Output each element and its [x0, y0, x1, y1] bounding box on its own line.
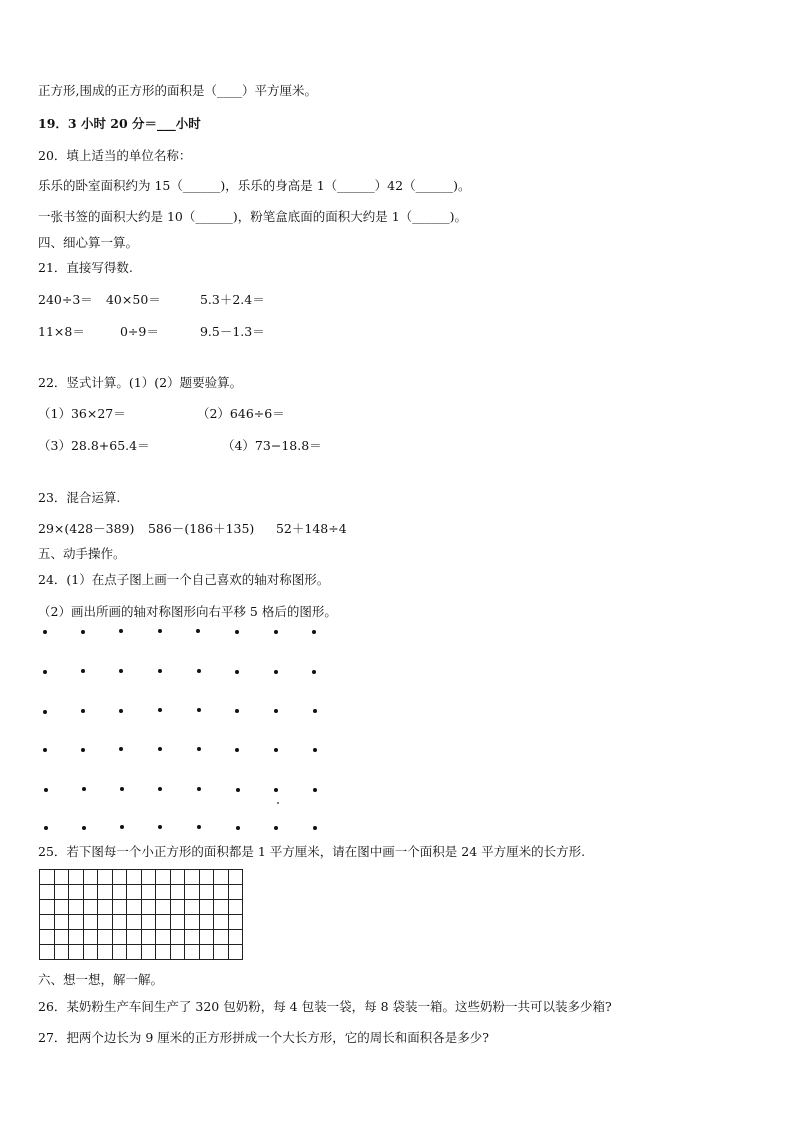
q21-item: 40×50＝: [105, 292, 161, 307]
q21-item: 11×8＝: [38, 324, 85, 339]
grid-cell: [156, 885, 171, 900]
grid-dot: [43, 710, 47, 714]
grid-dot: [82, 826, 86, 830]
q18-tail: 正方形,围成的正方形的面积是（____）平方厘米。: [38, 83, 317, 98]
grid-cell: [54, 870, 69, 885]
q23-item: 52＋148÷4: [275, 521, 347, 536]
section-6-heading: 六、想一想，解一解。: [38, 972, 164, 987]
grid-cell: [141, 870, 156, 885]
grid-cell: [170, 915, 185, 930]
grid-dot: [81, 748, 85, 752]
stray-mark: [277, 802, 279, 804]
grid-cell: [170, 930, 185, 945]
q21-item: 9.5－1.3＝: [199, 324, 265, 339]
grid-dot: [197, 669, 201, 673]
grid-dot: [81, 630, 85, 634]
grid-dot: [43, 748, 47, 752]
grid-cell: [228, 885, 243, 900]
grid-dot: [197, 747, 201, 751]
grid-dot: [158, 747, 162, 751]
grid-cell: [98, 930, 113, 945]
grid-cell: [69, 885, 84, 900]
grid-cell: [83, 885, 98, 900]
grid-dot: [120, 787, 124, 791]
grid-cell: [127, 900, 142, 915]
q21-item: 240÷3＝: [38, 292, 93, 307]
q21-title: 21．直接写得数.: [38, 260, 133, 275]
q21-item: 5.3＋2.4＝: [199, 292, 265, 307]
q22-item: （3）28.8+65.4＝: [38, 438, 150, 453]
grid-dot: [44, 826, 48, 830]
grid-cell: [199, 885, 214, 900]
q23-row: [38, 521, 347, 537]
grid-cell: [40, 900, 55, 915]
q27: 27．把两个边长为 9 厘米的正方形拼成一个大长方形，它的周长和面积各是多少?: [38, 1030, 490, 1045]
grid-dot: [197, 787, 201, 791]
grid-cell: [228, 930, 243, 945]
grid-dot: [274, 748, 278, 752]
grid-dot: [274, 630, 278, 634]
grid-dot: [312, 670, 316, 674]
grid-cell: [156, 930, 171, 945]
grid-cell: [228, 900, 243, 915]
grid-cell: [54, 885, 69, 900]
grid-cell: [141, 885, 156, 900]
grid-row: [40, 900, 243, 915]
grid-dot: [235, 630, 239, 634]
grid-dot: [158, 708, 162, 712]
grid-cell: [127, 945, 142, 960]
grid-cell: [214, 885, 229, 900]
grid-cell: [228, 870, 243, 885]
grid-cell: [83, 915, 98, 930]
grid-dot: [120, 825, 124, 829]
grid-cell: [127, 915, 142, 930]
grid-dot: [274, 788, 278, 792]
grid-cell: [185, 945, 200, 960]
grid-dot: [313, 788, 317, 792]
q21-item: 0÷9＝: [119, 324, 159, 339]
grid-cell: [98, 915, 113, 930]
grid-dot: [313, 826, 317, 830]
q22-title: 22．竖式计算。(1）(2）题要验算。: [38, 375, 243, 390]
grid-row: [40, 945, 243, 960]
grid-cell: [199, 945, 214, 960]
grid-dot: [196, 629, 200, 633]
grid-dot: [158, 669, 162, 673]
grid-dot: [236, 826, 240, 830]
q23-item: 586－(186＋135): [147, 521, 255, 536]
grid-cell: [40, 870, 55, 885]
grid-cell: [127, 930, 142, 945]
grid-cell: [98, 945, 113, 960]
square-grid[interactable]: [39, 869, 243, 960]
grid-cell: [214, 945, 229, 960]
grid-dot: [235, 670, 239, 674]
grid-cell: [156, 945, 171, 960]
grid-cell: [40, 915, 55, 930]
grid-dot: [274, 670, 278, 674]
grid-dot: [82, 787, 86, 791]
grid-cell: [170, 870, 185, 885]
grid-dot: [81, 709, 85, 713]
grid-cell: [170, 900, 185, 915]
grid-row: [40, 915, 243, 930]
grid-dot: [313, 748, 317, 752]
grid-cell: [228, 915, 243, 930]
grid-dot: [44, 788, 48, 792]
grid-cell: [199, 915, 214, 930]
grid-dot: [197, 708, 201, 712]
grid-cell: [127, 885, 142, 900]
q19: 19．3 小时 20 分＝___小时: [38, 116, 201, 131]
q26: 26．某奶粉生产车间生产了 320 包奶粉，每 4 包装一袋，每 8 袋装一箱。这些奶粉一共可以装多少箱?: [38, 999, 612, 1014]
grid-cell: [185, 870, 200, 885]
grid-cell: [141, 900, 156, 915]
q20-title: 20．填上适当的单位名称：: [38, 148, 192, 163]
grid-cell: [141, 930, 156, 945]
grid-dot: [119, 629, 123, 633]
q20-line1: 乐乐的卧室面积约为 15（______)，乐乐的身高是 1（______）42（______)。: [38, 178, 471, 193]
grid-dot: [313, 709, 317, 713]
grid-cell: [98, 900, 113, 915]
grid-row: [40, 870, 243, 885]
q22-row1: [38, 406, 285, 422]
section-5-heading: 五、动手操作。: [38, 546, 126, 561]
grid-cell: [54, 900, 69, 915]
grid-cell: [170, 885, 185, 900]
grid-cell: [69, 945, 84, 960]
grid-cell: [54, 930, 69, 945]
grid-row: [40, 930, 243, 945]
grid-cell: [228, 945, 243, 960]
grid-dot: [236, 788, 240, 792]
grid-cell: [83, 900, 98, 915]
grid-cell: [199, 870, 214, 885]
grid-dot: [235, 709, 239, 713]
grid-cell: [69, 870, 84, 885]
q23-title: 23．混合运算.: [38, 490, 121, 505]
grid-cell: [141, 945, 156, 960]
grid-cell: [98, 870, 113, 885]
grid-cell: [199, 930, 214, 945]
grid-cell: [112, 900, 127, 915]
grid-cell: [112, 915, 127, 930]
grid-cell: [185, 885, 200, 900]
grid-dot: [119, 669, 123, 673]
q21-row1: [38, 292, 265, 308]
grid-dot: [81, 669, 85, 673]
grid-cell: [127, 870, 142, 885]
grid-dot: [43, 630, 47, 634]
grid-dot: [274, 709, 278, 713]
q21-row2: [38, 324, 265, 340]
grid-cell: [112, 945, 127, 960]
grid-dot: [158, 629, 162, 633]
q22-item: （2）646÷6＝: [196, 406, 285, 421]
grid-cell: [40, 930, 55, 945]
grid-row: [40, 885, 243, 900]
grid-cell: [199, 900, 214, 915]
grid-cell: [170, 945, 185, 960]
section-4-heading: 四、细心算一算。: [38, 235, 139, 250]
grid-dot: [119, 747, 123, 751]
grid-cell: [156, 870, 171, 885]
grid-cell: [214, 900, 229, 915]
grid-cell: [40, 945, 55, 960]
grid-dot: [235, 748, 239, 752]
grid-cell: [112, 870, 127, 885]
grid-cell: [69, 900, 84, 915]
q24-part2: （2）画出所画的轴对称图形向右平移 5 格后的图形。: [38, 604, 337, 619]
grid-cell: [214, 930, 229, 945]
grid-cell: [156, 915, 171, 930]
q22-item: （4）73−18.8＝: [221, 438, 322, 453]
grid-cell: [83, 945, 98, 960]
q20-line2: 一张书签的面积大约是 10（______)，粉笔盒底面的面积大约是 1（______)。: [38, 209, 468, 224]
grid-cell: [40, 885, 55, 900]
grid-dot: [119, 709, 123, 713]
grid-cell: [185, 900, 200, 915]
grid-cell: [54, 915, 69, 930]
grid-dot: [197, 825, 201, 829]
grid-dot: [43, 670, 47, 674]
grid-dot: [158, 787, 162, 791]
grid-cell: [54, 945, 69, 960]
grid-dot: [274, 826, 278, 830]
q25: 25．若下图每一个小正方形的面积都是 1 平方厘米，请在图中画一个面积是 24 平方厘米的长方形.: [38, 844, 586, 859]
q22-row2: [38, 438, 322, 454]
grid-cell: [141, 915, 156, 930]
grid-cell: [112, 885, 127, 900]
q23-item: 29×(428－389): [38, 521, 135, 536]
q24-part1: 24．(1）在点子图上画一个自己喜欢的轴对称图形。: [38, 572, 330, 587]
grid-cell: [214, 870, 229, 885]
grid-cell: [156, 900, 171, 915]
grid-dot: [158, 825, 162, 829]
grid-cell: [185, 930, 200, 945]
grid-cell: [69, 930, 84, 945]
grid-cell: [214, 915, 229, 930]
grid-cell: [185, 915, 200, 930]
grid-cell: [83, 870, 98, 885]
grid-dot: [312, 630, 316, 634]
grid-cell: [83, 930, 98, 945]
grid-cell: [98, 885, 113, 900]
grid-cell: [69, 915, 84, 930]
grid-cell: [112, 930, 127, 945]
q22-item: （1）36×27＝: [38, 406, 126, 421]
